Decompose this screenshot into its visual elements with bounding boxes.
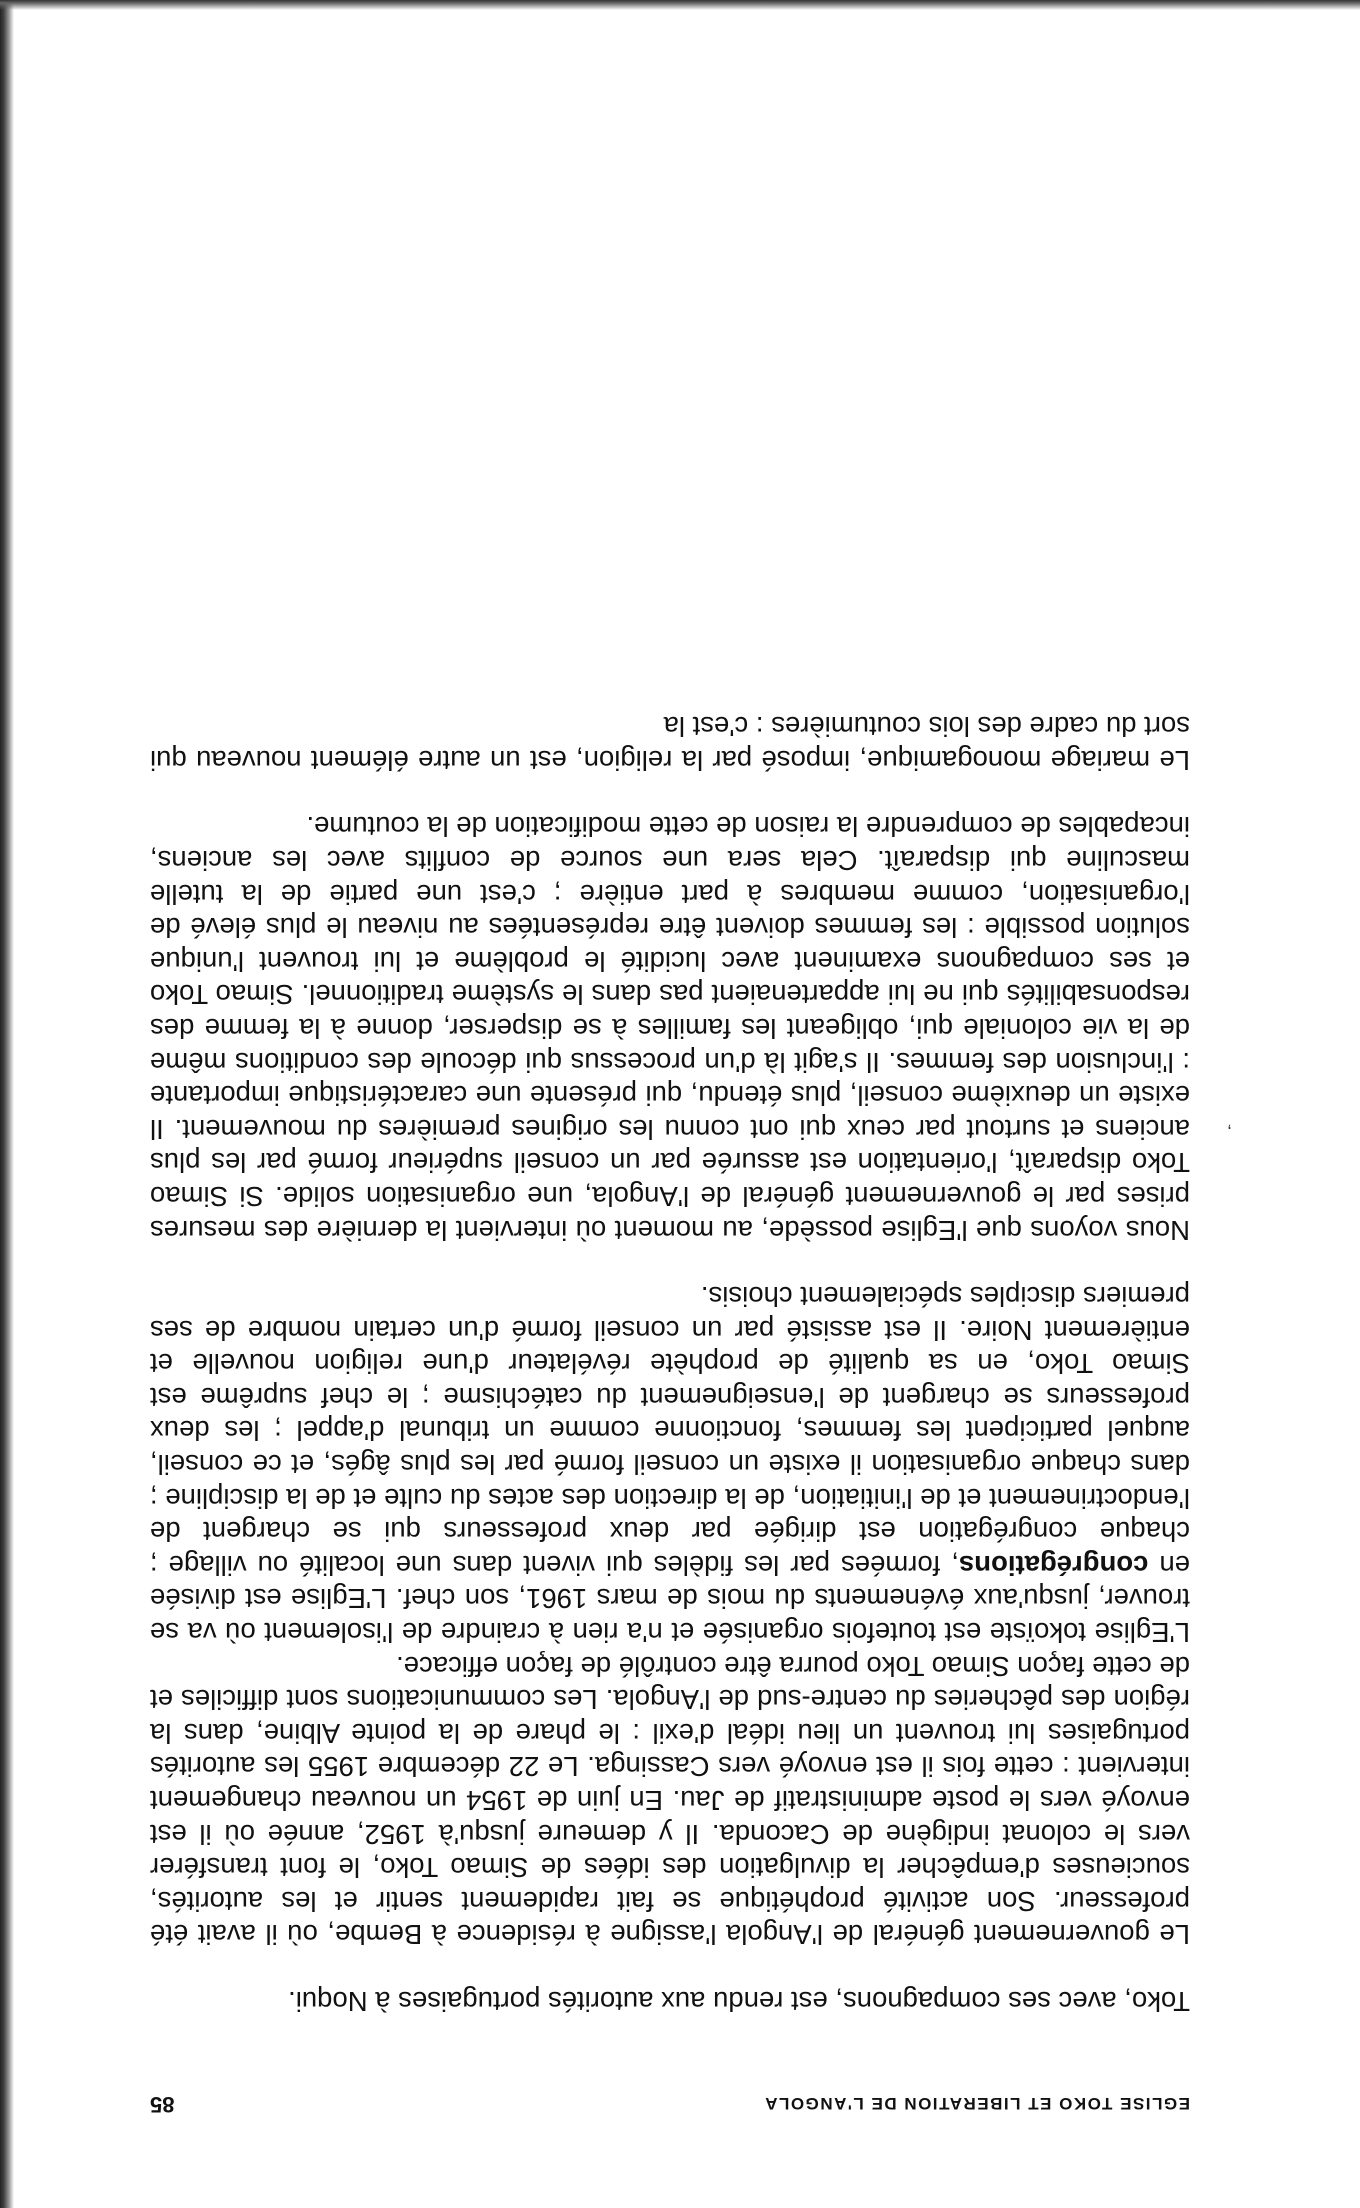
paragraph-organisation-before: L'Eglise tokoïste est toutefois organisée et n'a rien à craindre de l'isolement où va se trouver, jusqu'aux événements du mois de mars 1961, son chef. L'Eglise est divisée en — [150, 1549, 1190, 1649]
margin-mark: , — [1226, 1123, 1232, 1143]
paragraph-organisation — [150, 1280, 1190, 1650]
paragraph-exile: Le gouvernement général de l'Angola l'assigne à résidence à Bembe, où il avait été professeur. Son activité prophétique se fait rapidement sentir et les autorités, soucieuses d'empêcher la divulgation des idées de Simao Toko, le font transférer vers le colonat indigène de Caconda. Il y demeure jusqu'à 1952, année où il est envoyé vers le poste administratif de Jau. En juin de 1954 un nouveau changement intervient : cette fois il est envoyé vers Cassinga. Le 22 décembre 1955 les autorités portugaises lui trouvent un lieu idéal d'exil : le phare de la pointe Albine, dans la région des pêcheries du centre-sud de l'Angola. Les communications sont difficiles et de cette façon Simao Toko pourra être contrôlé de façon efficace. — [150, 1650, 1190, 1951]
page-number: 85 — [150, 2092, 175, 2117]
term-congregations: congrégations — [958, 1549, 1149, 1581]
paragraph-continuation: Toko, avec ses compagnons, est rendu aux autorités portugaises à Noqui. — [288, 1986, 1190, 2017]
running-header — [150, 2073, 1190, 2117]
paragraph-councils: Nous voyons que l'Eglise possède, au moment où intervient la dernière des mesures prises par le gouvernement général de l'Angola, une organisation solide. Si Simao Toko disparaît, l'orientation est assurée par un conseil supérieur formé par les plus anciens et surtout par ceux qui ont connu les origines premières du mouvement. Il existe un deuxième conseil, plus étendu, qui présente une caractéristique importante : l'inclusion des femmes. Il s'agit là d'un processus qui découle des conditions même de la vie coloniale qui, obligeant les familles à se disperser, donne à la femme des responsabilités qui ne lui appartenaient pas dans le système traditionnel. Simao Toko et ses compagnons examinent avec lucidité le problème et lui trouvent l'unique solution possible : les femmes doivent être représentées au niveau le plus élevé de l'organisation, comme membres à part entière ; c'est une partie de la tutelle masculine qui disparaît. Cela sera une source de conflits avec les anciens, incapables de comprendre la raison de cette modification de la coutume. — [150, 811, 1190, 1246]
body-text — [150, 710, 1190, 2018]
paragraph-organisation-after: , formées par les fidèles qui vivent dans une localité ou village ; chaque congrégation est dirigée par deux professeurs qui se chargent de l'endoctrinement et de l'initiation, de la direction des actes du culte et de la discipline ; dans chaque organisation il existe un conseil formé par les plus âgés, et ce conseil, auquel participent les femmes, fonctionne comme un tribunal d'appel ; les deux professeurs se chargent de l'enseignement du catéchisme ; le chef suprême est Simao Toko, en sa qualité de prophète révélateur d'une religion nouvelle et entièrement Noire. Il est assisté par un conseil formé d'un certain nombre de ses premiers disciples spécialement choisis. — [150, 1281, 1190, 1581]
paragraph-marriage: Le mariage monogamique, imposé par la religion, est un autre élément nouveau qui sort du cadre des lois coutumières : c'est la — [150, 711, 1190, 776]
header-title: EGLISE TOKO ET LIBERATION DE L'ANGOLA — [763, 2094, 1190, 2113]
